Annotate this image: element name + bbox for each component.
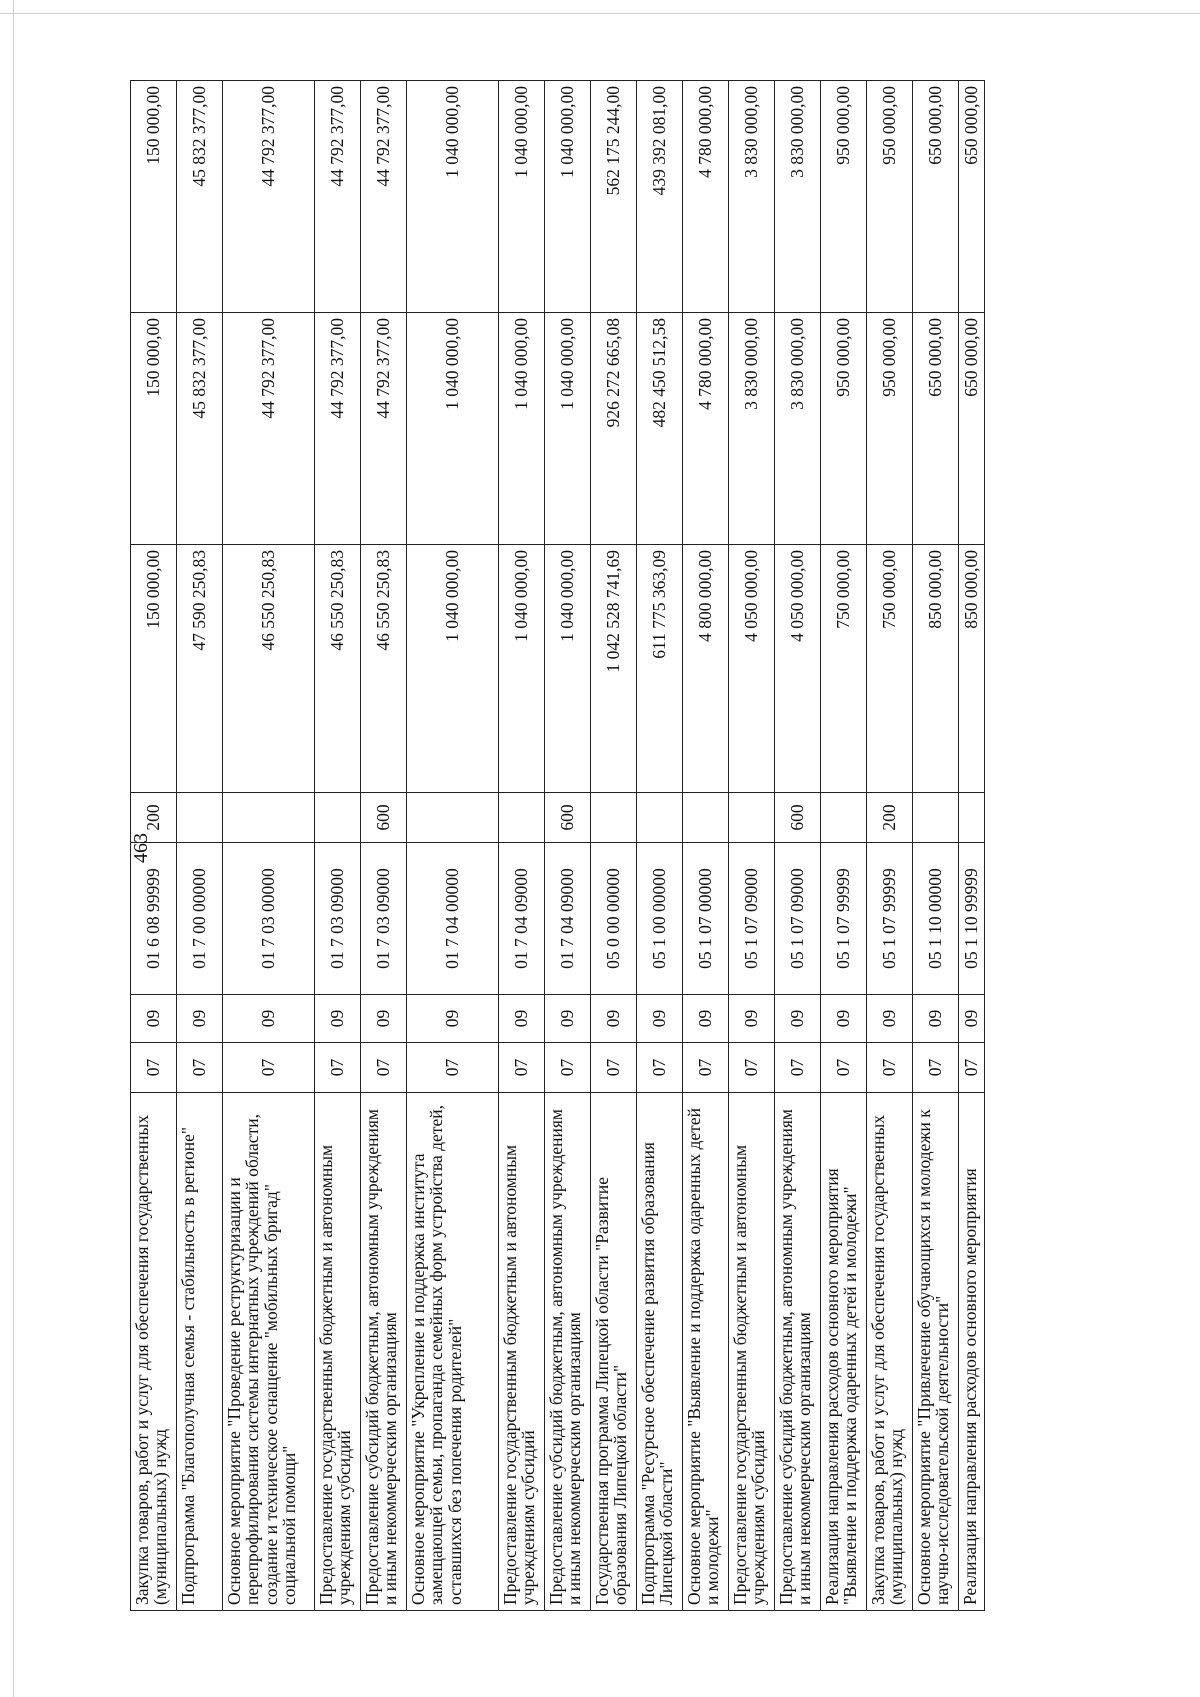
section-code: 07 <box>223 1043 315 1093</box>
row-name-cell <box>683 1093 729 1611</box>
row-name-cell <box>867 1093 913 1611</box>
target-article-code: 01 6 08 99999 <box>131 843 177 995</box>
expense-type-code: 600 <box>361 793 407 843</box>
subsection-code: 09 <box>223 995 315 1043</box>
target-article-code: 05 1 07 99999 <box>867 843 913 995</box>
subsection-code: 09 <box>683 995 729 1043</box>
section-code: 07 <box>591 1043 637 1093</box>
subsection-code: 09 <box>729 995 775 1043</box>
amount-3: 44 792 377,00 <box>315 81 361 313</box>
row-name-cell <box>545 1093 591 1611</box>
amount-2: 150 000,00 <box>131 313 177 545</box>
table-row <box>683 81 729 1611</box>
expense-type-code <box>821 793 867 843</box>
subsection-code: 09 <box>959 995 985 1043</box>
table-row <box>315 81 361 1611</box>
row-name: Закупка товаров, работ и услуг для обеспечения государственных (муниципальных) нужд <box>132 1114 171 1605</box>
section-code: 07 <box>315 1043 361 1093</box>
expense-type-code <box>913 793 959 843</box>
subsection-code: 09 <box>913 995 959 1043</box>
row-name-cell <box>131 1093 177 1611</box>
table-row <box>407 81 499 1611</box>
subsection-code: 09 <box>867 995 913 1043</box>
amount-1: 4 050 000,00 <box>775 545 821 793</box>
row-name-cell <box>591 1093 637 1611</box>
subsection-code: 09 <box>177 995 223 1043</box>
row-name-cell <box>315 1093 361 1611</box>
amount-2: 3 830 000,00 <box>729 313 775 545</box>
amount-1: 1 040 000,00 <box>499 545 545 793</box>
section-code: 07 <box>361 1043 407 1093</box>
expense-type-code <box>591 793 637 843</box>
amount-2: 950 000,00 <box>821 313 867 545</box>
table-row <box>499 81 545 1611</box>
budget-table <box>130 80 985 1611</box>
subsection-code: 09 <box>407 995 499 1043</box>
target-article-code: 01 7 03 09000 <box>315 843 361 995</box>
expense-type-code <box>499 793 545 843</box>
amount-1: 46 550 250,83 <box>315 545 361 793</box>
amount-1: 4 050 000,00 <box>729 545 775 793</box>
amount-2: 4 780 000,00 <box>683 313 729 545</box>
target-article-code: 05 1 10 99999 <box>959 843 985 995</box>
expense-type-code <box>177 793 223 843</box>
row-name-cell <box>913 1093 959 1611</box>
row-name-cell <box>729 1093 775 1611</box>
scan-left-edge <box>13 0 14 1697</box>
table-body <box>131 81 985 1611</box>
section-code: 07 <box>545 1043 591 1093</box>
row-name-cell <box>361 1093 407 1611</box>
row-name: Реализация направления расходов основного мероприятия <box>960 1168 980 1605</box>
target-article-code: 05 1 07 99999 <box>821 843 867 995</box>
amount-1: 850 000,00 <box>913 545 959 793</box>
subsection-code: 09 <box>637 995 683 1043</box>
section-code: 07 <box>867 1043 913 1093</box>
amount-2: 650 000,00 <box>959 313 985 545</box>
section-code: 07 <box>821 1043 867 1093</box>
row-name-cell <box>223 1093 315 1611</box>
row-name: Реализация направления расходов основного мероприятия "Выявление и поддержка одаренных детей и молодежи" <box>822 1168 861 1605</box>
expense-type-code <box>729 793 775 843</box>
section-code: 07 <box>177 1043 223 1093</box>
subsection-code: 09 <box>315 995 361 1043</box>
subsection-code: 09 <box>499 995 545 1043</box>
target-article-code: 01 7 03 09000 <box>361 843 407 995</box>
target-article-code: 05 0 00 00000 <box>591 843 637 995</box>
amount-2: 1 040 000,00 <box>545 313 591 545</box>
row-name: Государственная программа Липецкой области "Развитие образования Липецкой области" <box>592 1176 631 1605</box>
table-row <box>177 81 223 1611</box>
row-name: Предоставление государственным бюджетным и автономным учреждениям субсидий <box>730 1144 769 1605</box>
amount-3: 950 000,00 <box>867 81 913 313</box>
amount-3: 44 792 377,00 <box>223 81 315 313</box>
table-row <box>361 81 407 1611</box>
expense-type-code: 200 <box>131 793 177 843</box>
section-code: 07 <box>729 1043 775 1093</box>
amount-3: 650 000,00 <box>959 81 985 313</box>
amount-2: 1 040 000,00 <box>499 313 545 545</box>
amount-2: 44 792 377,00 <box>223 313 315 545</box>
amount-2: 44 792 377,00 <box>315 313 361 545</box>
amount-1: 1 042 528 741,69 <box>591 545 637 793</box>
amount-1: 750 000,00 <box>821 545 867 793</box>
target-article-code: 05 1 07 00000 <box>683 843 729 995</box>
rotated-table-wrapper <box>130 81 985 1611</box>
table-row <box>959 81 985 1611</box>
target-article-code: 01 7 03 00000 <box>223 843 315 995</box>
amount-3: 562 175 244,00 <box>591 81 637 313</box>
amount-3: 4 780 000,00 <box>683 81 729 313</box>
row-name-cell <box>775 1093 821 1611</box>
amount-3: 3 830 000,00 <box>729 81 775 313</box>
amount-2: 45 832 377,00 <box>177 313 223 545</box>
subsection-code: 09 <box>775 995 821 1043</box>
target-article-code: 05 1 10 00000 <box>913 843 959 995</box>
row-name-cell <box>637 1093 683 1611</box>
target-article-code: 01 7 04 00000 <box>407 843 499 995</box>
subsection-code: 09 <box>591 995 637 1043</box>
row-name: Основное мероприятие "Проведение реструктуризации и перепрофилирования системы интернатных учреждений области, создание и техническое оснащение "мобильных бригад" социальной помощи" <box>224 1114 300 1605</box>
row-name-cell <box>177 1093 223 1611</box>
amount-1: 1 040 000,00 <box>407 545 499 793</box>
amount-2: 926 272 665,08 <box>591 313 637 545</box>
section-code: 07 <box>131 1043 177 1093</box>
section-code: 07 <box>775 1043 821 1093</box>
expense-type-code <box>223 793 315 843</box>
amount-3: 3 830 000,00 <box>775 81 821 313</box>
target-article-code: 01 7 04 09000 <box>545 843 591 995</box>
amount-1: 850 000,00 <box>959 545 985 793</box>
amount-2: 482 450 512,58 <box>637 313 683 545</box>
subsection-code: 09 <box>545 995 591 1043</box>
row-name-cell <box>499 1093 545 1611</box>
target-article-code: 05 1 07 09000 <box>729 843 775 995</box>
amount-3: 44 792 377,00 <box>361 81 407 313</box>
row-name: Предоставление субсидий бюджетным, автономным учреждениям и иным некоммерческим организациям <box>362 1108 401 1605</box>
amount-2: 44 792 377,00 <box>361 313 407 545</box>
amount-1: 750 000,00 <box>867 545 913 793</box>
amount-3: 1 040 000,00 <box>545 81 591 313</box>
amount-3: 650 000,00 <box>913 81 959 313</box>
amount-3: 1 040 000,00 <box>499 81 545 313</box>
row-name: Закупка товаров, работ и услуг для обеспечения государственных (муниципальных) нужд <box>868 1114 907 1605</box>
amount-2: 950 000,00 <box>867 313 913 545</box>
table-row <box>591 81 637 1611</box>
amount-1: 150 000,00 <box>131 545 177 793</box>
section-code: 07 <box>637 1043 683 1093</box>
subsection-code: 09 <box>361 995 407 1043</box>
table-row <box>729 81 775 1611</box>
table-row <box>775 81 821 1611</box>
table-row <box>913 81 959 1611</box>
target-article-code: 05 1 00 00000 <box>637 843 683 995</box>
table-row <box>637 81 683 1611</box>
row-name: Основное мероприятие "Выявление и поддержка одаренных детей и молодежи" <box>684 1108 723 1605</box>
row-name: Предоставление субсидий бюджетным, автономным учреждениям и иным некоммерческим организациям <box>776 1108 815 1605</box>
expense-type-code: 600 <box>775 793 821 843</box>
amount-1: 47 590 250,83 <box>177 545 223 793</box>
expense-type-code <box>637 793 683 843</box>
row-name: Основное мероприятие "Привлечение обучающихся и молодежи к научно-исследовательской деятельности" <box>914 1109 953 1605</box>
target-article-code: 01 7 00 00000 <box>177 843 223 995</box>
amount-1: 1 040 000,00 <box>545 545 591 793</box>
page-number: 463 <box>130 833 152 863</box>
expense-type-code <box>315 793 361 843</box>
expense-type-code: 600 <box>545 793 591 843</box>
scan-top-edge <box>0 13 1200 14</box>
amount-1: 4 800 000,00 <box>683 545 729 793</box>
section-code: 07 <box>499 1043 545 1093</box>
expense-type-code <box>407 793 499 843</box>
expense-type-code <box>959 793 985 843</box>
table-row <box>545 81 591 1611</box>
amount-1: 46 550 250,83 <box>361 545 407 793</box>
section-code: 07 <box>407 1043 499 1093</box>
row-name: Основное мероприятие "Укрепление и поддержка института замещающей семьи, пропаганда семейных форм устройства детей, оставшихся без попечения родителей" <box>408 1105 465 1605</box>
row-name-cell <box>821 1093 867 1611</box>
amount-2: 650 000,00 <box>913 313 959 545</box>
expense-type-code <box>683 793 729 843</box>
subsection-code: 09 <box>821 995 867 1043</box>
amount-2: 1 040 000,00 <box>407 313 499 545</box>
target-article-code: 05 1 07 09000 <box>775 843 821 995</box>
amount-3: 45 832 377,00 <box>177 81 223 313</box>
row-name: Предоставление субсидий бюджетным, автономным учреждениям и иным некоммерческим организациям <box>546 1108 585 1605</box>
amount-3: 950 000,00 <box>821 81 867 313</box>
section-code: 07 <box>913 1043 959 1093</box>
section-code: 07 <box>683 1043 729 1093</box>
amount-3: 439 392 081,00 <box>637 81 683 313</box>
table-row <box>131 81 177 1611</box>
table-row <box>867 81 913 1611</box>
table-row <box>821 81 867 1611</box>
row-name-cell <box>959 1093 985 1611</box>
expense-type-code: 200 <box>867 793 913 843</box>
row-name: Предоставление государственным бюджетным и автономным учреждениям субсидий <box>500 1144 539 1605</box>
amount-2: 3 830 000,00 <box>775 313 821 545</box>
amount-1: 46 550 250,83 <box>223 545 315 793</box>
subsection-code: 09 <box>131 995 177 1043</box>
amount-3: 1 040 000,00 <box>407 81 499 313</box>
row-name-cell <box>407 1093 499 1611</box>
table-row <box>223 81 315 1611</box>
row-name: Подпрограмма "Ресурсное обеспечение развития образования Липецкой области" <box>638 1142 677 1605</box>
amount-1: 611 775 363,09 <box>637 545 683 793</box>
section-code: 07 <box>959 1043 985 1093</box>
target-article-code: 01 7 04 09000 <box>499 843 545 995</box>
row-name: Предоставление государственным бюджетным и автономным учреждениям субсидий <box>316 1144 355 1605</box>
row-name: Подпрограмма "Благополучная семья - стабильность в регионе" <box>178 1126 198 1605</box>
amount-3: 150 000,00 <box>131 81 177 313</box>
